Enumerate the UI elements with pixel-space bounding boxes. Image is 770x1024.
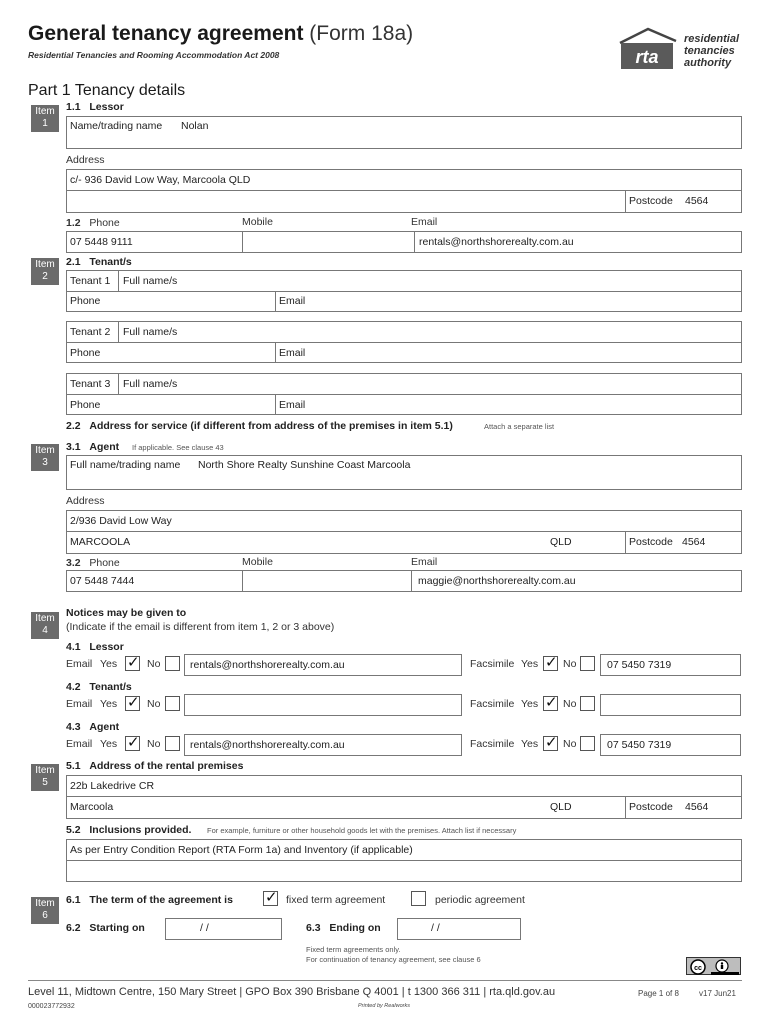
tenant-2-fullname-label: Full name/s <box>123 326 178 338</box>
tenant-1-phone-label: Phone <box>70 295 101 307</box>
notices-tenant-fax-no-checkbox[interactable] <box>580 696 595 711</box>
start-date-heading <box>66 922 145 934</box>
inclusions-value: As per Entry Condition Report (RTA Form 1a) and Inventory (if applicable) <box>70 844 413 856</box>
notices-lessor-fax-no-checkbox[interactable] <box>580 656 595 671</box>
divider <box>275 342 276 363</box>
form-version: v17 Jun21 <box>699 989 736 998</box>
premises-address-line-1: 22b Lakedrive CR <box>70 780 155 792</box>
divider <box>66 342 742 343</box>
agent-address-label: Address <box>66 495 105 507</box>
service-heading-text: Address for service (if different from address of the premises in item 5.1) <box>89 420 453 432</box>
fax-label: Facsimile <box>470 698 515 710</box>
check-icon: ✓ <box>127 654 140 671</box>
notices-agent-email-no-checkbox[interactable] <box>165 736 180 751</box>
tenant-3-fullname-label: Full name/s <box>123 378 178 390</box>
agent-postcode-value: 4564 <box>682 536 706 548</box>
no-label: No <box>147 698 161 710</box>
check-icon: ✓ <box>127 734 140 751</box>
no-label: No <box>147 658 161 670</box>
tenant-2-phone-label: Phone <box>70 347 101 359</box>
periodic-checkbox[interactable] <box>411 891 426 906</box>
yes-label: Yes <box>100 658 118 670</box>
notices-agent-email-label: Email <box>66 738 93 750</box>
lessor-contact-row[interactable] <box>66 231 742 253</box>
no-label: No <box>147 738 161 750</box>
lessor-phone-label-text: Phone <box>89 217 120 229</box>
end-date-heading <box>306 922 381 934</box>
start-date-field[interactable] <box>165 918 282 940</box>
lessor-name-field[interactable] <box>66 116 742 149</box>
divider <box>275 394 276 415</box>
notices-subheading: (Indicate if the email is different from item 1, 2 or 3 above) <box>66 621 335 633</box>
notices-lessor-email-label: Email <box>66 658 93 670</box>
end-date-field[interactable] <box>397 918 521 940</box>
lessor-postcode-label: Postcode <box>629 195 673 207</box>
item-4-tab: Item 4 <box>31 612 59 639</box>
notices-lessor-fax-yes-checkbox[interactable] <box>543 656 558 671</box>
notices-agent-fax-yes-checkbox[interactable] <box>543 736 558 751</box>
agent-name-label: Full name/trading name <box>70 459 181 471</box>
footer-address: Level 11, Midtown Centre, 150 Mary Street | GPO Box 390 Brisbane Q 4001 | t 1300 366 311 | rta.qld.gov.au <box>28 986 556 998</box>
lessor-address-label: Address <box>66 154 105 166</box>
notices-lessor-heading <box>66 641 124 653</box>
agent-state: QLD <box>550 536 572 548</box>
premises-heading <box>66 760 243 772</box>
tenant-3-label: Tenant 3 <box>70 378 111 390</box>
logo-line-2: tenancies <box>684 45 735 57</box>
premises-number: 5.1 <box>66 760 81 772</box>
inclusions-number: 5.2 <box>66 824 81 836</box>
form-title-number: (Form 18a) <box>309 22 414 45</box>
agent-phone-label <box>66 557 120 569</box>
notices-tenant-email-no-checkbox[interactable] <box>165 696 180 711</box>
service-address-note: Attach a separate list <box>484 422 555 431</box>
premises-address-line-2: Marcoola <box>70 801 114 813</box>
divider <box>625 796 626 819</box>
notices-agent-number: 4.3 <box>66 721 81 733</box>
tenant-1-fullname-label: Full name/s <box>123 275 178 287</box>
form-code: 000023772932 <box>28 1003 75 1010</box>
notices-lessor-number: 4.1 <box>66 641 81 653</box>
premises-heading-text: Address of the rental premises <box>89 760 244 772</box>
tenants-heading-text: Tenant/s <box>89 256 132 268</box>
fax-label: Facsimile <box>470 658 515 670</box>
divider <box>66 394 742 395</box>
notices-tenant-email-field[interactable] <box>184 694 462 716</box>
check-icon: ✓ <box>545 734 558 751</box>
form-title <box>28 22 413 46</box>
lessor-phone-value: 07 5448 9111 <box>70 236 133 248</box>
notices-tenant-number: 4.2 <box>66 681 81 693</box>
notices-agent-email-value: rentals@northshorerealty.com.au <box>190 739 345 751</box>
agent-phone-label-text: Phone <box>89 557 120 569</box>
term-heading <box>66 894 233 906</box>
tenant-1-email-label: Email <box>279 295 306 307</box>
rta-logo-text <box>684 33 739 69</box>
agent-heading <box>66 441 119 453</box>
item-2-tab: Item 2 <box>31 258 59 285</box>
cc-label: cc <box>694 965 702 972</box>
lessor-mobile-label: Mobile <box>242 216 273 228</box>
footer-divider <box>28 980 742 981</box>
notices-agent-email-yes-checkbox[interactable] <box>125 736 140 751</box>
divider <box>66 190 742 191</box>
agent-phone-number: 3.2 <box>66 557 81 569</box>
fixed-term-note: Fixed term agreements only. <box>306 945 401 954</box>
divider <box>118 270 119 291</box>
notices-tenant-email-label: Email <box>66 698 93 710</box>
agent-name-value: North Shore Realty Sunshine Coast Marcoola <box>198 459 411 471</box>
lessor-email-label: Email <box>411 216 438 228</box>
item-5-tab: Item 5 <box>31 764 59 791</box>
lessor-address-line-1: c/- 936 David Low Way, Marcoola QLD <box>70 174 251 186</box>
agent-phone-value: 07 5448 7444 <box>70 575 135 587</box>
premises-postcode-value: 4564 <box>685 801 709 813</box>
part-1-title: Part 1 Tenancy details <box>28 82 186 99</box>
tenant-3-email-label: Email <box>279 399 306 411</box>
yes-label: Yes <box>521 738 539 750</box>
divider <box>66 531 742 532</box>
notices-lessor-email-value: rentals@northshorerealty.com.au <box>190 659 345 671</box>
divider <box>118 321 119 342</box>
divider <box>66 860 742 861</box>
notices-lessor-email-no-checkbox[interactable] <box>165 656 180 671</box>
start-label: Starting on <box>89 922 145 934</box>
fixed-term-checkbox[interactable] <box>263 891 278 906</box>
inclusions-note: For example, furniture or other household goods let with the premises. Attach list if necessary <box>207 826 517 835</box>
notices-agent-fax-value: 07 5450 7319 <box>607 739 672 751</box>
yes-label: Yes <box>100 738 118 750</box>
agent-address-line-1: 2/936 David Low Way <box>70 515 172 527</box>
no-label: No <box>563 698 577 710</box>
term-heading-text: The term of the agreement is <box>89 894 233 906</box>
agent-contact-row[interactable] <box>66 570 742 592</box>
agent-note: If applicable. See clause 43 <box>132 443 224 452</box>
lessor-name-label: Name/trading name <box>70 120 163 132</box>
check-icon: ✓ <box>127 694 140 711</box>
notices-heading: Notices may be given to <box>66 607 187 619</box>
logo-line-1: residential <box>684 33 740 45</box>
page-number: Page 1 of 8 <box>638 989 679 998</box>
inclusions-heading-text: Inclusions provided. <box>89 824 192 836</box>
lessor-heading <box>66 101 124 113</box>
printed-by: Printed by Realworks <box>358 1003 410 1009</box>
divider <box>625 190 626 213</box>
notices-agent-heading <box>66 721 119 733</box>
term-number: 6.1 <box>66 894 81 906</box>
premises-postcode-label: Postcode <box>629 801 673 813</box>
service-number: 2.2 <box>66 420 81 432</box>
divider <box>625 531 626 554</box>
item-1-tab: Item 1 <box>31 105 59 132</box>
check-icon: ✓ <box>265 889 278 906</box>
premises-state: QLD <box>550 801 572 813</box>
act-reference: Residential Tenancies and Rooming Accommodation Act 2008 <box>28 50 280 60</box>
end-date-value: / / <box>431 922 440 934</box>
lessor-phone-label <box>66 217 120 229</box>
creative-commons-icon <box>686 957 741 975</box>
item-6-tab: Item 6 <box>31 897 59 924</box>
periodic-label: periodic agreement <box>435 894 525 906</box>
tenants-number: 2.1 <box>66 256 81 268</box>
rta-logo-abbrev: rta <box>635 47 659 67</box>
divider <box>66 796 742 797</box>
tenant-3-phone-label: Phone <box>70 399 101 411</box>
service-address-heading <box>66 420 453 432</box>
divider <box>118 373 119 394</box>
check-icon: ✓ <box>545 694 558 711</box>
yes-label: Yes <box>521 698 539 710</box>
start-date-value: / / <box>200 922 209 934</box>
agent-heading-text: Agent <box>89 441 120 453</box>
agent-email-label: Email <box>411 556 438 568</box>
no-label: No <box>563 738 577 750</box>
lessor-heading-text: Lessor <box>89 101 124 113</box>
lessor-number: 1.1 <box>66 101 81 113</box>
agent-postcode-label: Postcode <box>629 536 673 548</box>
tenant-2-label: Tenant 2 <box>70 326 111 338</box>
notices-tenant-fax-field[interactable] <box>600 694 741 716</box>
divider <box>242 231 243 253</box>
yes-label: Yes <box>100 698 118 710</box>
divider <box>242 570 243 592</box>
logo-line-3: authority <box>684 57 732 69</box>
divider <box>414 231 415 253</box>
agent-address-line-2: MARCOOLA <box>70 536 131 548</box>
form-title-main: General tenancy agreement <box>28 22 304 45</box>
notices-lessor-fax-value: 07 5450 7319 <box>607 659 672 671</box>
notices-lessor-heading-text: Lessor <box>89 641 124 653</box>
end-label: Ending on <box>329 922 381 934</box>
fax-label: Facsimile <box>470 738 515 750</box>
lessor-phone-number: 1.2 <box>66 217 81 229</box>
tenants-heading <box>66 256 132 268</box>
notices-lessor-email-yes-checkbox[interactable] <box>125 656 140 671</box>
notices-tenant-heading <box>66 681 132 693</box>
check-icon: ✓ <box>545 654 558 671</box>
no-label: No <box>563 658 577 670</box>
notices-tenant-fax-yes-checkbox[interactable] <box>543 696 558 711</box>
lessor-postcode-value: 4564 <box>685 195 709 207</box>
divider <box>411 570 412 592</box>
divider <box>66 291 742 292</box>
fixed-term-label: fixed term agreement <box>286 894 386 906</box>
yes-label: Yes <box>521 658 539 670</box>
notices-agent-fax-no-checkbox[interactable] <box>580 736 595 751</box>
divider <box>275 291 276 312</box>
rta-logo-icon <box>616 27 678 71</box>
agent-number: 3.1 <box>66 441 81 453</box>
inclusions-heading <box>66 824 191 836</box>
tenant-2-email-label: Email <box>279 347 306 359</box>
notices-tenant-email-yes-checkbox[interactable] <box>125 696 140 711</box>
end-number: 6.3 <box>306 922 321 934</box>
agent-email-value: maggie@northshorerealty.com.au <box>418 575 576 587</box>
start-number: 6.2 <box>66 922 81 934</box>
lessor-email-value: rentals@northshorerealty.com.au <box>419 236 574 248</box>
notices-agent-heading-text: Agent <box>89 721 120 733</box>
item-3-tab: Item 3 <box>31 444 59 471</box>
notices-tenant-heading-text: Tenant/s <box>89 681 132 693</box>
lessor-name-value: Nolan <box>181 120 209 132</box>
agent-mobile-label: Mobile <box>242 556 273 568</box>
continuation-note: For continuation of tenancy agreement, see clause 6 <box>306 955 481 964</box>
tenant-1-label: Tenant 1 <box>70 275 111 287</box>
